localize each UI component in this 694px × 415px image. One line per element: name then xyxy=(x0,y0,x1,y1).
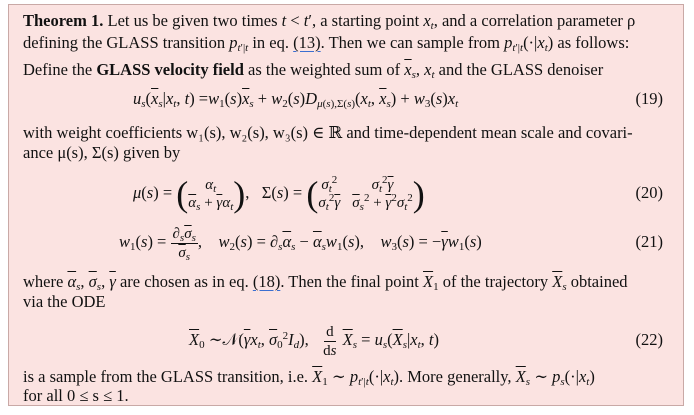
equation-number: (22) xyxy=(635,330,663,349)
sample-line-1: is a sample from the GLASS transition, i.e. $\overline{X}_1$ ∼ $p_{t'|t}(\cdot|x_t)$. More generally, $\overline{X}_s$ ∼ $p_s(\cdot|x_t)$ xyxy=(23,367,595,388)
text: , and a correlation parameter ρ xyxy=(433,11,636,30)
equation-20: μ(s) = ( $\alpha_t$ $\overline{\alpha}_s + \overline{\gamma}\alpha_t$ ), Σ(s) = ( $\sigma_t^2$ $\sigma_t^2\overline{\gamma}$ $\sigma_t^2\overline{\gamma}$ $\overline{\sigma}_s^2 + \overline{\gamma}^2\sigma_t^2$ ) xyxy=(133,174,425,215)
text: and the GLASS denoiser xyxy=(438,60,604,79)
equation-21: $w_1(s)$ = $\frac{\partial_s\overline{\sigma}_s}{\overline{\sigma}_s}$ , $w_2(s) = \partial_s\overline{\alpha}_s - \overline{\alpha}_sw_1(s)$, $w_3(s) = -\overline{\gamma}w_1(s)$ xyxy=(119,225,482,263)
sample-line-2: for all 0 ≤ s ≤ 1. xyxy=(23,386,129,405)
where-line-2: via the ODE xyxy=(23,292,106,311)
equation-number: (19) xyxy=(635,89,663,108)
text: Define the xyxy=(23,60,93,79)
eq-13-link[interactable]: (13) xyxy=(293,33,321,52)
eq-18-link[interactable]: (18) xyxy=(252,272,281,291)
text: , a starting point xyxy=(311,11,420,30)
text: . Then we can sample from xyxy=(320,33,500,52)
weights-line-2: ance μ(s), Σ(s) given by xyxy=(23,143,181,162)
equation-19: $u_s(\overline{x}_s|x_t$, $t) =w_1(s)\overline{x}_s + w_2(s)D_{\mu(s),\Sigma(s)}(x_t$, $\overline{x}_s) + w_3(s)x_t$ xyxy=(133,89,459,110)
equation-22: $\overline{X}_0$ $\sim 𝒩(\overline{\gamma}x_t$, $\overline{\sigma}_0^2I_d$), $\frac{d}{ds}$ $\overline{X}_s = u_s(\overline{X}_s|x_t$, t) xyxy=(189,323,440,359)
text: are chosen as in eq. xyxy=(119,272,249,291)
weights-line-1: with weight coefficients w₁(s), w₂(s), w₃(s) ∈ ℝ and time-dependent mean scale and covari- xyxy=(23,123,633,142)
text: defining the GLASS transition xyxy=(23,33,226,52)
equation-number: (20) xyxy=(635,183,663,202)
theorem-line-1: Theorem 1. Let us be given two times t < t′, a starting point $x_t$, and a correlation parameter ρ xyxy=(23,11,636,32)
theorem-box xyxy=(8,4,684,406)
theorem-label: Theorem 1. xyxy=(23,11,104,30)
text: as follows: xyxy=(557,33,630,52)
theorem-line-2: defining the GLASS transition $p_{t'|t}$ in eq. (13). Then we can sample from $p_{t'|t}(\cdot|x_t)$ as follows: xyxy=(23,33,630,54)
text: in eq. xyxy=(252,33,290,52)
velocity-field-term: GLASS velocity field xyxy=(96,60,244,79)
where-line-1: where $\overline{\alpha}_s$, $\overline{\sigma}_s$, $\overline{\gamma}$ are chosen as in eq. (18). Then the final point $\overline{X}_1$ of the trajectory $\overline{X}_s$ obtained xyxy=(23,272,628,293)
text: Let us be given two times xyxy=(107,11,278,30)
equation-number: (21) xyxy=(635,232,663,251)
text: obtained xyxy=(570,272,628,291)
define-line: Define the GLASS velocity field as the weighted sum of $\overline{x}_s$, $x_t$ and the GLASS denoiser xyxy=(23,60,604,81)
